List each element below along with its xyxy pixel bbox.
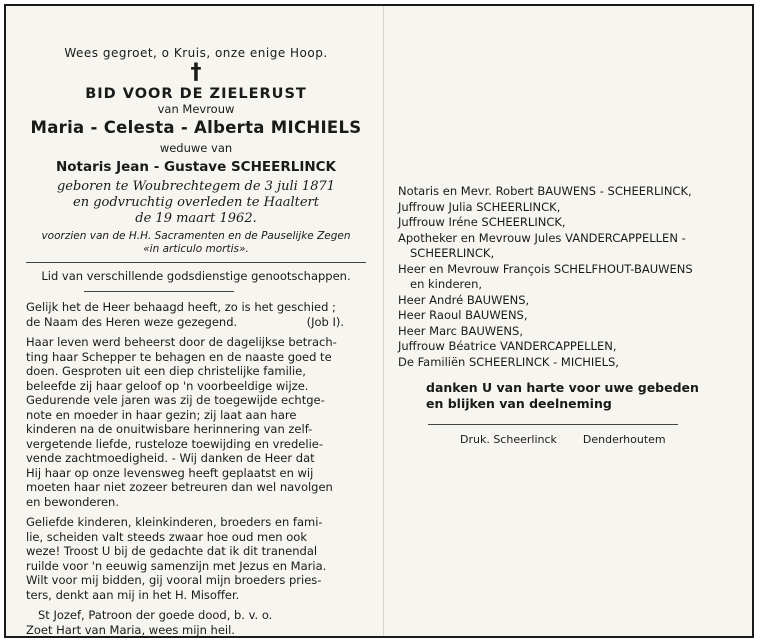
text-line: vende zachtmoedigheid. - Wij danken de Heer dat (26, 451, 315, 465)
thanks-line: danken U van harte voor uwe gebeden (426, 380, 699, 395)
family-line: SCHEERLINCK, (410, 246, 495, 260)
family-line: Notaris en Mevr. Robert BAUWENS - SCHEERLINCK, (398, 184, 692, 198)
quote-line: Gelijk het de Heer behaagd heeft, zo is het geschied ; (26, 300, 336, 314)
divider (26, 262, 366, 263)
paragraph-farewell (26, 515, 366, 602)
text-line: ters, denkt aan mij in het H. Misoffer. (26, 587, 240, 602)
text-line: Wilt voor mij bidden, gij vooral mijn broeders pries- (26, 573, 322, 587)
family-line: Juffrouw Julia SCHEERLINCK, (398, 199, 561, 214)
family-line: De Familiën SCHEERLINCK - MICHIELS, (398, 354, 619, 369)
left-page (26, 46, 366, 638)
sacraments-line: voorzien van de H.H. Sacramenten en de Pauselijke Zegen (41, 230, 351, 242)
text-line: Gedurende vele jaren was zij de toegewijde echtge- (26, 393, 325, 407)
text-line: Hij haar op onze levensweg heeft geplaatst en wij (26, 465, 314, 480)
text-line: en bewonderen. (26, 494, 119, 509)
divider (84, 291, 234, 292)
quote-line: de Naam des Heren weze gezegend. (26, 314, 238, 329)
text-line: ting haar Schepper te behagen en de naaste goed te (26, 349, 332, 364)
cross-icon: † (190, 60, 202, 85)
family-line: en kinderen, (410, 277, 483, 291)
printer-line (398, 433, 748, 446)
paragraph-life (26, 335, 366, 509)
husband-name: Notaris Jean - Gustave SCHEERLINCK (55, 159, 337, 175)
sacraments-line: «in articulo mortis». (143, 243, 249, 255)
prayer-line: St Jozef, Patroon der goede dood, b. v. o. (38, 608, 273, 622)
quote-reference: (Job I). (306, 314, 344, 329)
text-line: doen. Gesproten uit een diep christelijke familie, (26, 364, 306, 378)
right-page (398, 184, 748, 446)
family-line: Heer André BAUWENS, (398, 292, 530, 307)
text-line: kinderen na de onuitwisbare herinnering van zelf- (26, 422, 313, 436)
text-line: Haar leven werd beheerst door de dagelijkse betrach- (26, 335, 337, 349)
deceased-name: Maria - Celesta - Alberta MICHIELS (30, 118, 362, 137)
memorial-card (4, 4, 754, 638)
birth-death-line: geboren te Woubrechtegem de 3 juli 1871 (56, 179, 336, 194)
quote-row (26, 315, 366, 330)
text-line: weze! Troost U bij de gedachte dat ik dit tranendal (26, 544, 318, 558)
fold-line (383, 6, 384, 636)
family-line: Heer Marc BAUWENS, (398, 323, 523, 338)
birth-death-line: de 19 maart 1962. (135, 211, 257, 226)
text-line: beleefde zij haar geloof op 'n voorbeeldige wijze. (26, 378, 309, 393)
printer-place: Denderhoutem (582, 433, 666, 446)
text-line: Geliefde kinderen, kleinkinderen, broeders en fami- (26, 515, 323, 529)
divider (428, 424, 678, 425)
family-line: Juffrouw Béatrice VANDERCAPPELLEN, (398, 339, 617, 353)
text-line: note en moeder in haar gezin; zij laat aan hare (26, 407, 297, 422)
prayer-line: Zoet Hart van Maria, wees mijn heil. (26, 623, 235, 637)
family-line: Heer en Mevrouw François SCHELFHOUT-BAUWENS (398, 261, 693, 276)
text-line: vergetende liefde, rusteloze toewijding en vredelie- (26, 436, 323, 451)
family-line: Juffrouw Iréne SCHEERLINCK, (398, 215, 566, 229)
text-line: ruilde voor 'n eeuwig samenzijn met Jezus en Maria. (26, 558, 327, 573)
printer-name: Druk. Scheerlinck (460, 433, 557, 446)
heading: BID VOOR DE ZIELERUST (85, 86, 307, 102)
membership-line: Lid van verschillende godsdienstige genootschappen. (41, 269, 351, 283)
text-line: moeten haar niet zozeer betreuren dan wel navolgen (26, 480, 333, 494)
weduwe-van: weduwe van (159, 141, 233, 155)
text-line: lie, scheiden valt steeds zwaar hoe oud men ook (26, 529, 307, 544)
family-line: Heer Raoul BAUWENS, (398, 308, 528, 322)
thanks-line: en blijken van deelneming (426, 396, 612, 411)
family-line: Apotheker en Mevrouw Jules VANDERCAPPELLEN - (398, 230, 686, 245)
birth-death-line: en godvruchtig overleden te Haaltert (73, 195, 319, 210)
van-mevrouw: van Mevrouw (157, 102, 235, 116)
greeting: Wees gegroet, o Kruis, onze enige Hoop. (64, 46, 328, 60)
